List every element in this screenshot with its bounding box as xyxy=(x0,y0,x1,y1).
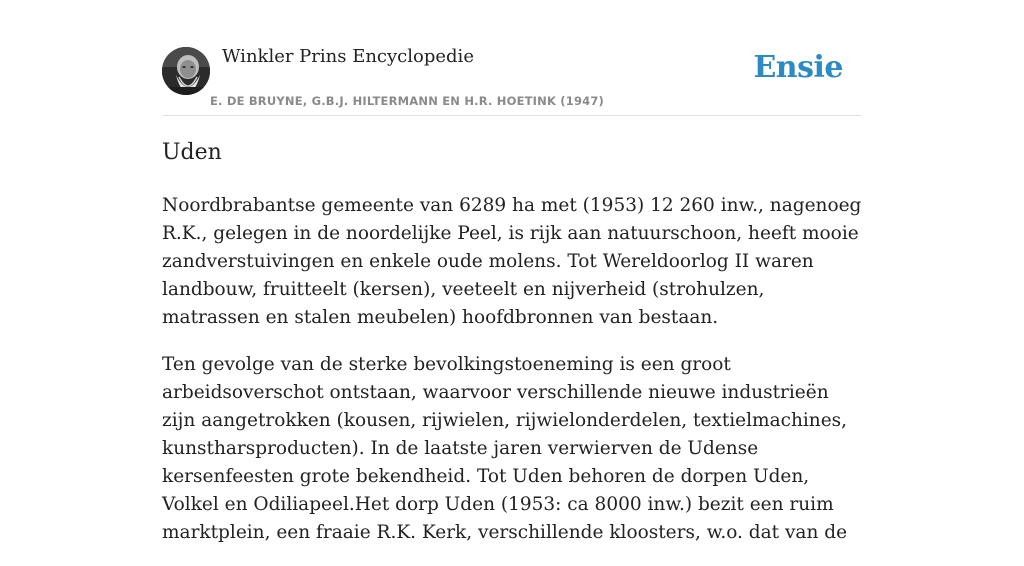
portrait-photo-icon xyxy=(162,47,210,95)
entry-title: Uden xyxy=(162,140,222,165)
entry-paragraph: Noordbrabantse gemeente van 6289 ha met (1953) 12 260 inw., nagenoeg R.K., gelegen in de noordelijke Peel, is rijk aan natuurschoon, heeft mooie zandverstuivingen en enkele oude molens. Tot Wereldoorlog II waren landbouw, fruitteelt (kersen), veeteelt en nijverheid (strohulzen, matrassen en stalen meubelen) hoofdbronnen van bestaan. xyxy=(162,195,862,328)
source-authors: E. DE BRUYNE, G.B.J. HILTERMANN EN H.R. HOETINK (1947) xyxy=(210,94,605,108)
avatar[interactable] xyxy=(162,47,210,95)
ensie-logo[interactable]: Ensie xyxy=(753,50,843,85)
entry-paragraph: Ten gevolge van de sterke bevolkingstoeneming is een groot arbeidsoverschot ontstaan, waarvoor verschillende nieuwe industrieën zijn aangetrokken (kousen, rijwielen, rijwielonderdelen, textielmachines, kunstharsproducten). In de laatste jaren verwierven de Udense kersenfeesten grote bekendheid. Tot Uden behoren de dorpen Uden, Volkel en Odiliapeel.Het dorp Uden (1953: ca 8000 inw.) bezit een ruim marktplein, een fraaie R.K. Kerk, verschillende kloosters, w.o. dat van de xyxy=(162,354,848,543)
page xyxy=(162,0,862,543)
source-title[interactable]: Winkler Prins Encyclopedie xyxy=(222,46,474,67)
source-header xyxy=(162,0,862,116)
entry-body xyxy=(162,192,862,566)
